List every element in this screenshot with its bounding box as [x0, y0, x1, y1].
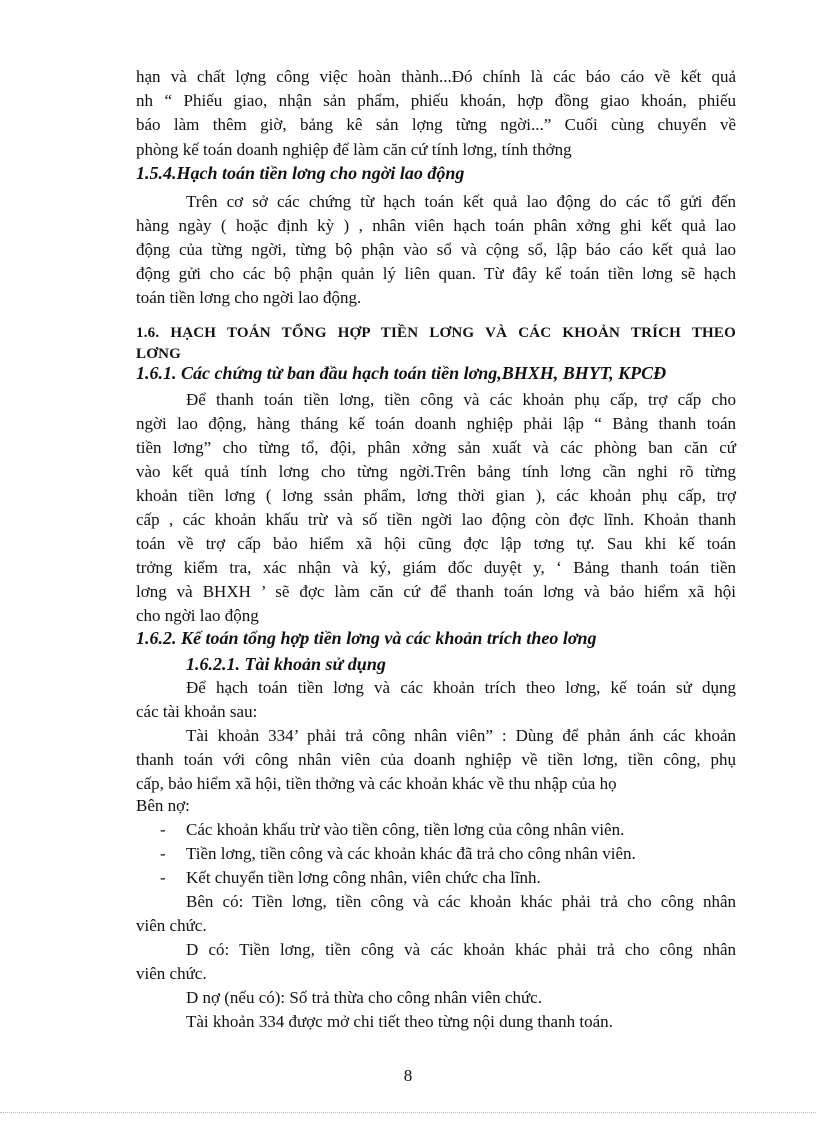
- paragraph-line: toán về trợ cấp bảo hiểm xã hội cũng đợc lập tơng tự. Sau khi kế toán: [136, 534, 736, 553]
- paragraph-line: vào kết quả tính lơng cho từng ngời.Trên bảng tính lơng cần nghi rõ từng: [136, 462, 736, 481]
- paragraph-line: tiền lơng” cho từng tổ, đội, phân xởng sản xuất và các phòng ban căn cứ: [136, 438, 736, 457]
- list-item: Các khoản khấu trừ vào tiền công, tiền lơng của công nhân viên.: [186, 820, 625, 839]
- paragraph-line: cấp, bảo hiểm xã hội, tiền thởng và các khoản khác về thu nhập của họ: [136, 774, 617, 793]
- bullet-dash: -: [160, 844, 166, 863]
- paragraph-line: phòng kế toán doanh nghiệp để làm căn cứ tính lơng, tính thởng: [136, 140, 572, 159]
- subsection-heading: 1.6.2.1. Tài khoản sử dụng: [186, 654, 386, 674]
- paragraph-line: cho ngời lao động: [136, 606, 259, 625]
- paragraph-line: Trên cơ sở các chứng từ hạch toán kết quả lao động do các tổ gửi đến: [186, 192, 736, 211]
- section-heading: 1.5.4.Hạch toán tiền lơng cho ngời lao động: [136, 163, 465, 183]
- paragraph-line: lơng và BHXH ’ sẽ đợc làm căn cứ để thanh toán lơng và bảo hiểm xã hội: [136, 582, 736, 601]
- paragraph-line: hạn và chất lợng công việc hoàn thành...Đó chính là các báo cáo về kết quả: [136, 67, 736, 86]
- paragraph-line: động gửi cho các bộ phận quản lý liên quan. Từ đây kế toán tiền lơng sẽ hạch: [136, 264, 736, 283]
- section-heading: 1.6.1. Các chứng từ ban đầu hạch toán tiền lơng,BHXH, BHYT, KPCĐ: [136, 363, 667, 383]
- paragraph-line: Để thanh toán tiền lơng, tiền công và các khoản phụ cấp, trợ cấp cho: [186, 390, 736, 409]
- page-bottom-rule: [0, 1112, 816, 1113]
- paragraph-line: trởng kiểm tra, xác nhận và ký, giám đốc duyệt y, ‘ Bảng thanh toán tiền: [136, 558, 736, 577]
- paragraph-line: Tài khoản 334’ phải trả công nhân viên” : Dùng để phản ánh các khoản: [186, 726, 736, 745]
- list-item: Tiền lơng, tiền công và các khoản khác đã trả cho công nhân viên.: [186, 844, 636, 863]
- chapter-heading: LƠNG: [136, 346, 181, 362]
- paragraph-line: thanh toán với công nhân viên của doanh nghiệp về tiền lơng, tiền công, phụ: [136, 750, 736, 769]
- bullet-dash: -: [160, 820, 166, 839]
- paragraph-line: động của từng ngời, từng bộ phận vào sổ và cộng sổ, lập báo cáo kết quả lao: [136, 240, 736, 259]
- paragraph-line: Để hạch toán tiền lơng và các khoản trích theo lơng, kế toán sử dụng: [186, 678, 736, 697]
- paragraph-line: viên chức.: [136, 964, 207, 983]
- chapter-heading: 1.6. HẠCH TOÁN TỔNG HỢP TIỀN LƠNG VÀ CÁC KHOẢN TRÍCH THEO: [136, 325, 736, 341]
- paragraph-line: Bên nợ:: [136, 796, 190, 815]
- list-item: Kết chuyển tiền lơng công nhân, viên chức cha lĩnh.: [186, 868, 541, 887]
- paragraph-line: Bên có: Tiền lơng, tiền công và các khoản khác phải trả cho công nhân: [186, 892, 736, 911]
- bullet-dash: -: [160, 868, 166, 887]
- paragraph-line: D có: Tiền lơng, tiền công và các khoản khác phải trả cho công nhân: [186, 940, 736, 959]
- paragraph-line: khoản tiền lơng ( lơng ssản phẩm, lơng thời gian ), các khoản phụ cấp, trợ: [136, 486, 736, 505]
- page-number: 8: [403, 1066, 413, 1085]
- paragraph-line: nh “ Phiếu giao, nhận sản phẩm, phiếu khoán, hợp đồng giao khoán, phiếu: [136, 91, 736, 110]
- paragraph-line: cấp , các khoản khấu trừ và số tiền ngời lao động còn đợc lĩnh. Khoản thanh: [136, 510, 736, 529]
- paragraph-line: toán tiền lơng cho ngời lao động.: [136, 288, 362, 307]
- paragraph-line: các tài khoản sau:: [136, 702, 258, 721]
- paragraph-line: viên chức.: [136, 916, 207, 935]
- paragraph-line: hàng ngày ( hoặc định kỳ ) , nhân viên hạch toán phân xởng ghi kết quả lao: [136, 216, 736, 235]
- paragraph-line: ngời lao động, hàng tháng kế toán doanh nghiệp phải lập “ Bảng thanh toán: [136, 414, 736, 433]
- paragraph-line: Tài khoản 334 được mở chi tiết theo từng nội dung thanh toán.: [186, 1012, 613, 1031]
- paragraph-line: D nợ (nếu có): Số trả thừa cho công nhân viên chức.: [186, 988, 542, 1007]
- section-heading: 1.6.2. Kế toán tổng hợp tiền lơng và các khoản trích theo lơng: [136, 628, 597, 648]
- paragraph-line: báo làm thêm giờ, bảng kê sản lợng từng ngời...” Cuối cùng chuyển về: [136, 115, 736, 134]
